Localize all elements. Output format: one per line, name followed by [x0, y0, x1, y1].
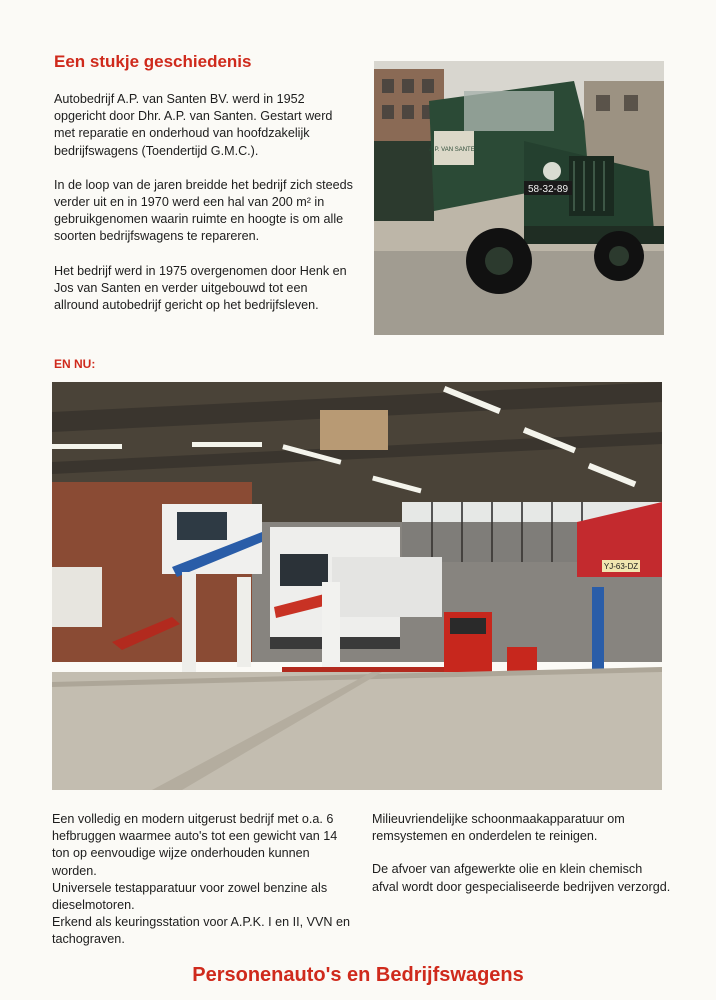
- door-sign: A.P. VAN SANTEN: [428, 147, 480, 153]
- environment-paragraph: De afvoer van afgewerkte olie en klein chemisch afval wordt door gespecialiseerde bedrijven verzorgd.: [372, 862, 671, 894]
- car-license-plate: YJ-63-DZ: [603, 562, 639, 571]
- left-column-text: [52, 811, 352, 949]
- facility-paragraph: Erkend als keuringsstation voor A.P.K. I en II, VVN en tachograven.: [52, 915, 350, 947]
- now-label: EN NU:: [54, 357, 96, 371]
- facility-paragraph: Een volledig en modern uitgerust bedrijf met o.a. 6 hefbruggen waarmee auto's tot een gewicht van 14 ton op eenvoudige wijze onderhouden kunnen worden.: [52, 812, 338, 878]
- history-paragraph: Autobedrijf A.P. van Santen BV. werd in 1952 opgericht door Dhr. A.P. van Santen. Gestart werd met reparatie en onderhoud van hoofdzakelijk bedrijfswagens (Toendertijd G.M.C.).: [54, 92, 333, 158]
- vintage-truck-photo: [374, 61, 664, 335]
- history-heading: Een stukje geschiedenis: [54, 52, 252, 71]
- footer-title: Personenauto's en Bedrijfswagens: [192, 964, 524, 986]
- garage-interior-illustration: [52, 382, 662, 790]
- garage-interior-photo: [52, 382, 662, 790]
- history-text: [54, 91, 354, 331]
- vintage-truck-illustration: [374, 61, 664, 335]
- environment-paragraph: Milieuvriendelijke schoonmaakapparatuur om remsystemen en onderdelen te reinigen.: [372, 812, 625, 844]
- history-paragraph: In de loop van de jaren breidde het bedrijf zich steeds verder uit en in 1970 werd een hal van 200 m² in gebruikgenomen waarin ruimte en hoogte is om alle soorten bedrijfswagens te repareren.: [54, 177, 353, 244]
- truck-license-plate: 58-32-89: [527, 184, 569, 195]
- right-column-text: [372, 811, 672, 896]
- history-paragraph: Het bedrijf werd in 1975 overgenomen door Henk en Jos van Santen en verder uitgebouwd tot een allround autobedrijf gericht op het bedrijfsleven.: [54, 263, 347, 313]
- facility-paragraph: Universele testapparatuur voor zowel benzine als dieselmotoren.: [52, 880, 328, 913]
